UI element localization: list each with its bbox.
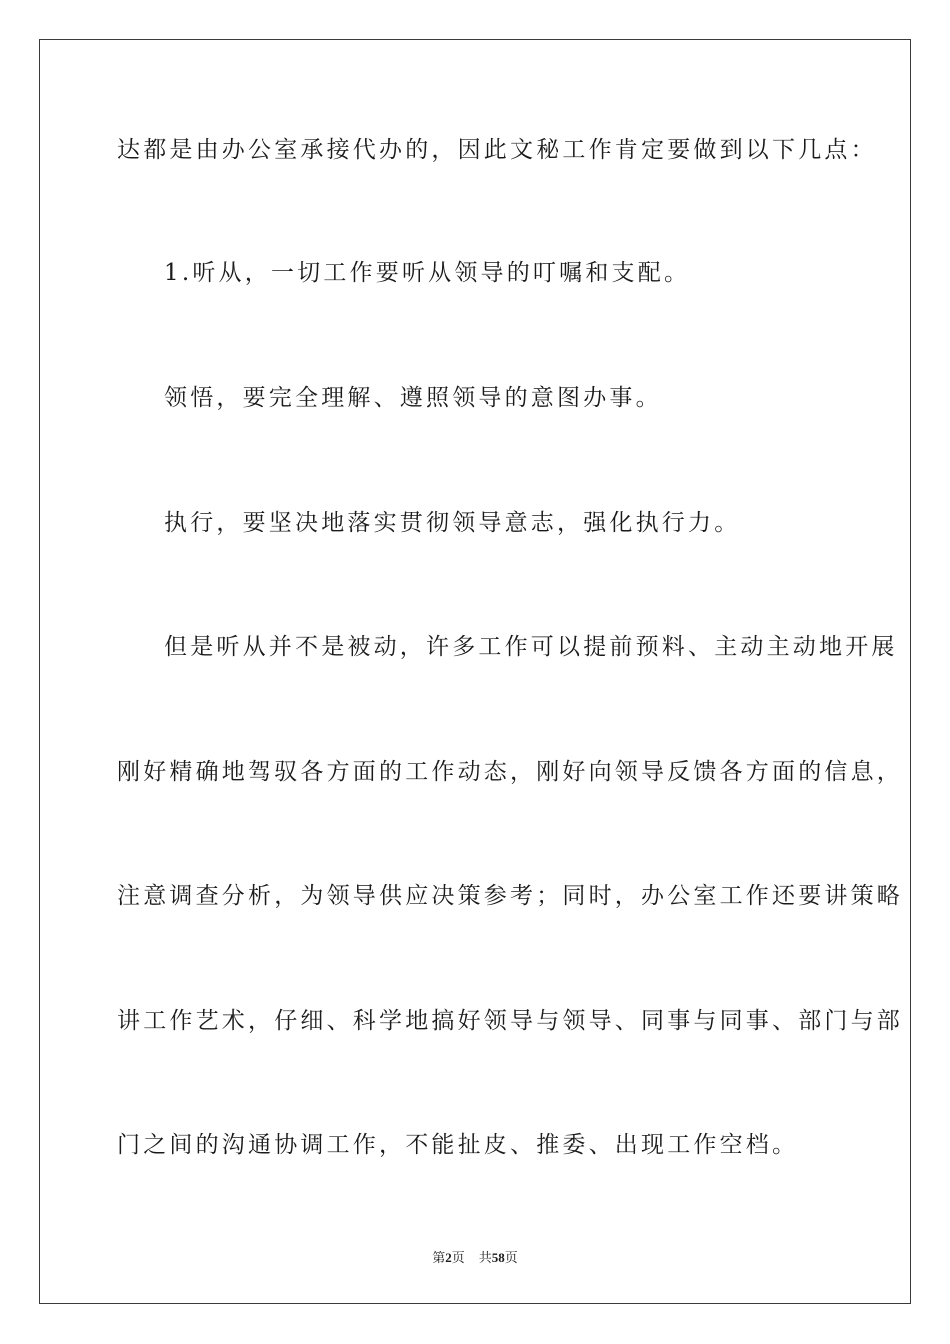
paragraph-line-3: 领悟，要完全理解、遵照领导的意图办事。 bbox=[164, 385, 662, 411]
paragraph-line-2: 1.听从，一切工作要听从领导的叮嘱和支配。 bbox=[164, 260, 691, 286]
paragraph-line-9: 门之间的沟通协调工作，不能扯皮、推委、出现工作空档。 bbox=[117, 1132, 799, 1158]
page-border bbox=[39, 39, 911, 1304]
page-footer bbox=[0, 1247, 950, 1266]
total-suffix: 页 bbox=[504, 1250, 518, 1265]
total-prefix: 共 bbox=[478, 1250, 492, 1265]
paragraph-line-7: 注意调查分析，为领导供应决策参考；同时，办公室工作还要讲策略 bbox=[117, 883, 903, 909]
paragraph-line-5: 但是听从并不是被动，许多工作可以提前预料、主动主动地开展 bbox=[164, 634, 898, 660]
paragraph-line-6: 刚好精确地驾驭各方面的工作动态，刚好向领导反馈各方面的信息， bbox=[117, 759, 903, 785]
paragraph-line-8: 讲工作艺术，仔细、科学地搞好领导与领导、同事与同事、部门与部 bbox=[117, 1008, 903, 1034]
page-prefix: 第 bbox=[432, 1250, 446, 1265]
page-number: 2 bbox=[445, 1250, 452, 1265]
total-pages: 58 bbox=[491, 1250, 505, 1265]
paragraph-line-4: 执行，要坚决地落实贯彻领导意志，强化执行力。 bbox=[164, 510, 741, 536]
paragraph-line-1: 达都是由办公室承接代办的，因此文秘工作肯定要做到以下几点： bbox=[117, 137, 877, 163]
page-suffix: 页 bbox=[451, 1250, 465, 1265]
